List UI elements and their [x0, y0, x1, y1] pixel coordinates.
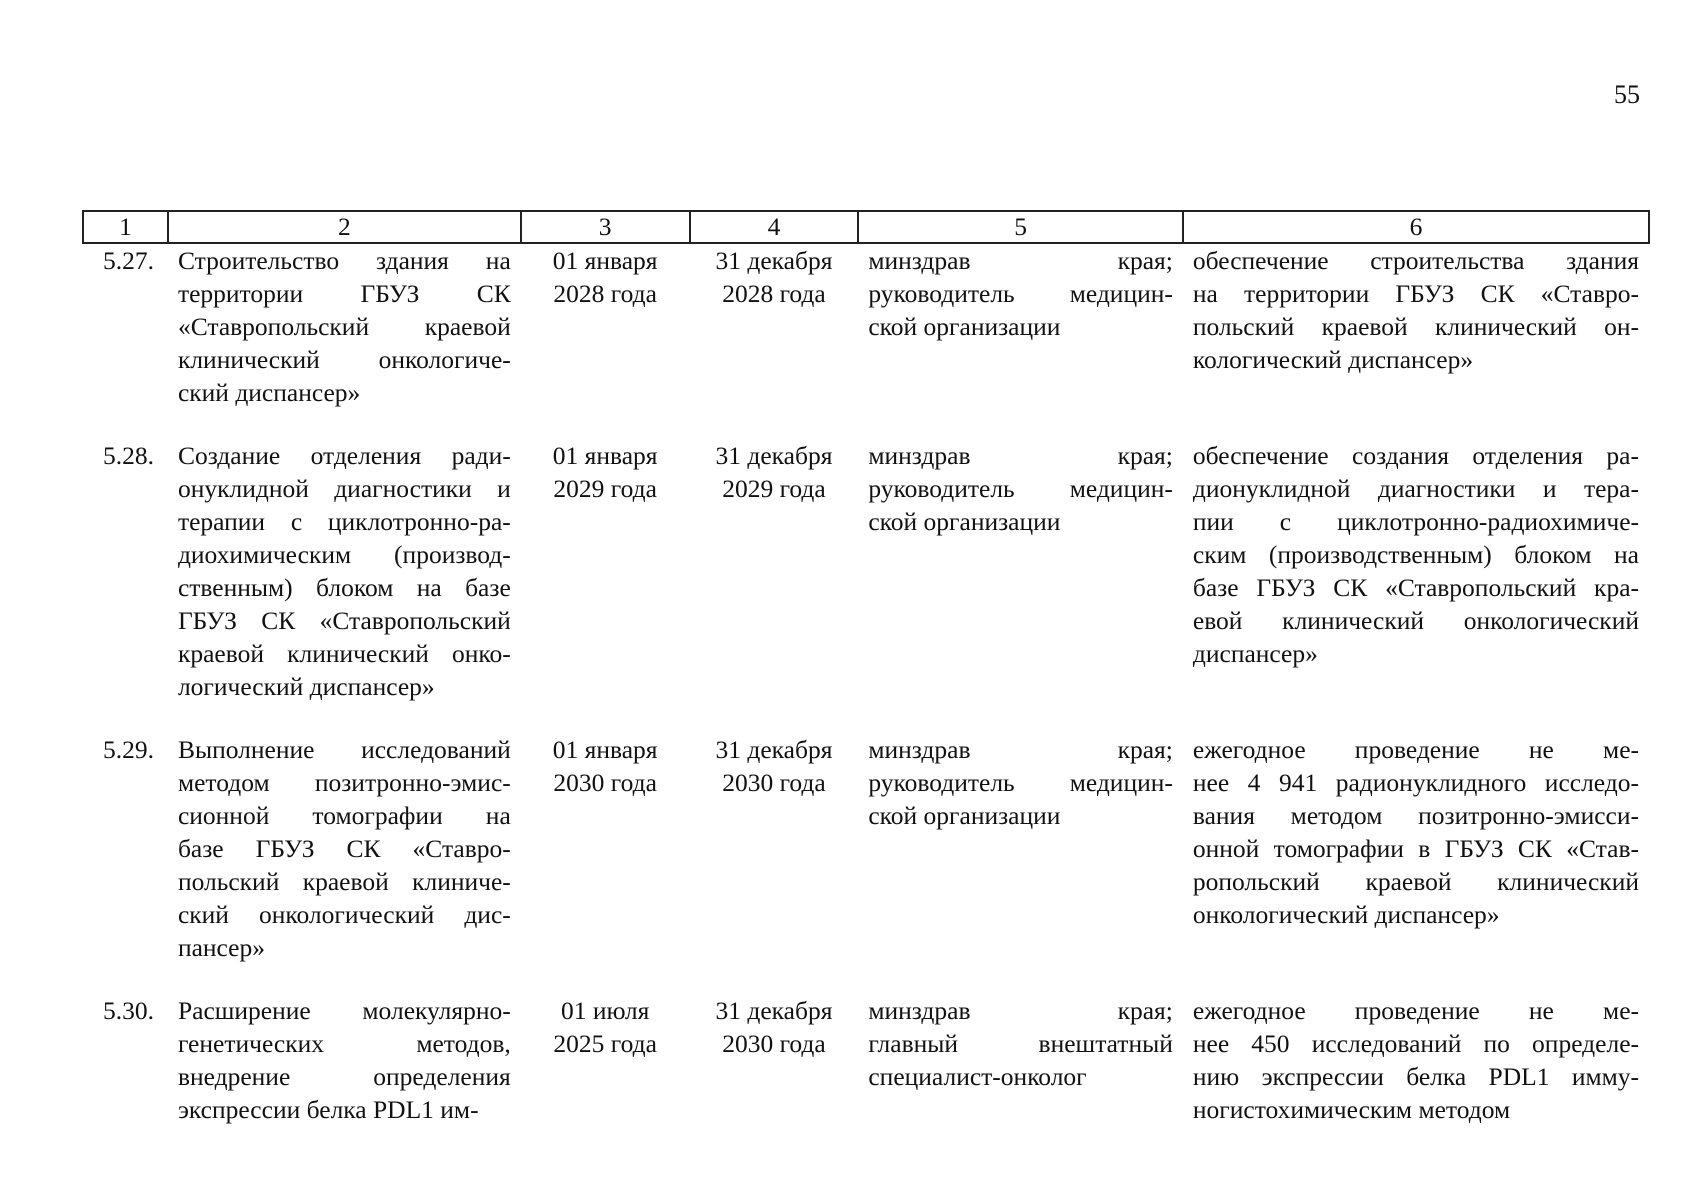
end-date-cell: [690, 243, 859, 409]
start-date-line: 01 января: [552, 441, 658, 470]
column-header: 1: [83, 211, 168, 243]
item-number-cell: [83, 243, 168, 409]
measure-title-line: ский диспансер»: [177, 378, 361, 407]
table-row: [83, 409, 1649, 703]
measure-title-cell: [168, 409, 521, 703]
start-date-cell: [521, 964, 690, 1126]
end-date-cell: [690, 703, 859, 964]
start-date-line: 2025 года: [553, 1029, 657, 1058]
measure-title-line: сионной томографии на: [177, 801, 511, 830]
start-date-cell: [521, 243, 690, 409]
end-date-line: 2029 года: [722, 474, 826, 503]
start-date-line: 01 января: [552, 246, 658, 275]
responsible-line: руководитель медицин-: [868, 279, 1173, 308]
expected-result-line: пии с циклотронно-радиохимиче-: [1192, 507, 1639, 536]
measure-title-line: Создание отделения ради-: [177, 441, 511, 470]
responsible-line: минздрав края;: [868, 996, 1173, 1025]
expected-result-cell: [1183, 703, 1649, 964]
start-date-cell: [521, 703, 690, 964]
expected-result-line: нее 4 941 радионуклидного исследо-: [1192, 768, 1639, 797]
expected-result-line: ским (производственным) блоком на: [1192, 540, 1639, 569]
item-number: 5.30.: [102, 996, 154, 1025]
responsible-cell: [858, 243, 1183, 409]
expected-result-line: дионуклидной диагностики и тера-: [1192, 474, 1639, 503]
responsible-line: специалист-онколог: [868, 1062, 1087, 1091]
expected-result-cell: [1183, 243, 1649, 409]
expected-result-line: обеспечение строительства здания: [1192, 246, 1639, 275]
expected-result-line: на территории ГБУЗ СК «Ставро-: [1192, 279, 1639, 308]
column-header: 2: [168, 211, 521, 243]
column-header: 6: [1183, 211, 1649, 243]
end-date-cell: [690, 964, 859, 1126]
measure-title-line: ГБУЗ СК «Ставропольский: [177, 606, 511, 635]
expected-result-line: онной томографии в ГБУЗ СК «Став-: [1192, 834, 1639, 863]
end-date-line: 31 декабря: [715, 735, 833, 764]
column-header: 5: [858, 211, 1183, 243]
expected-result-line: нию экспрессии белка PDL1 иммy-: [1192, 1062, 1639, 1091]
end-date-line: 2028 года: [722, 279, 826, 308]
measure-title-line: экспрессии белка PDL1 им-: [177, 1095, 479, 1124]
measure-title-line: диохимическим (производ-: [177, 540, 511, 569]
measure-title-line: ский онкологический дис-: [177, 900, 511, 929]
start-date-line: 01 июля: [560, 996, 650, 1025]
measure-title-line: польский краевой клиниче-: [177, 867, 511, 896]
responsible-line: руководитель медицин-: [868, 474, 1173, 503]
item-number: 5.27.: [102, 246, 154, 275]
measure-title-cell: [168, 243, 521, 409]
measure-title-line: генетических методов,: [177, 1029, 511, 1058]
end-date-line: 31 декабря: [715, 996, 833, 1025]
measure-title-line: Строительство здания на: [177, 246, 511, 275]
column-number-row: [83, 211, 1649, 243]
expected-result-line: польский краевой клинический он-: [1192, 312, 1639, 341]
item-number-cell: [83, 964, 168, 1126]
responsible-cell: [858, 703, 1183, 964]
responsible-line: ской организации: [868, 801, 1061, 830]
end-date-line: 31 декабря: [715, 441, 833, 470]
column-header: 4: [690, 211, 859, 243]
responsible-cell: [858, 409, 1183, 703]
expected-result-line: ежегодное проведение не ме-: [1192, 735, 1639, 764]
plan-table: [82, 210, 1650, 1126]
start-date-line: 2028 года: [553, 279, 657, 308]
responsible-cell: [858, 964, 1183, 1126]
expected-result-line: онкологический диспансер»: [1192, 900, 1500, 929]
measure-title-line: логический диспансер»: [177, 672, 435, 701]
measure-title-line: терапии с циклотронно-ра-: [177, 507, 511, 536]
expected-result-line: кологический диспансер»: [1192, 345, 1474, 374]
start-date-cell: [521, 409, 690, 703]
item-number-cell: [83, 703, 168, 964]
expected-result-cell: [1183, 964, 1649, 1126]
expected-result-line: базе ГБУЗ СК «Ставропольский кра-: [1192, 573, 1639, 602]
expected-result-line: ропольский краевой клинический: [1192, 867, 1639, 896]
responsible-line: руководитель медицин-: [868, 768, 1173, 797]
table-row: [83, 703, 1649, 964]
item-number-cell: [83, 409, 168, 703]
measure-title-line: онуклидной диагностики и: [177, 474, 511, 503]
end-date-cell: [690, 409, 859, 703]
expected-result-line: ногистохимическим методом: [1192, 1095, 1511, 1124]
expected-result-line: вания методом позитронно-эмисси-: [1192, 801, 1639, 830]
measure-title-cell: [168, 703, 521, 964]
measure-title-line: методом позитронно-эмис-: [177, 768, 511, 797]
item-number: 5.29.: [102, 735, 154, 764]
expected-result-line: ежегодное проведение не ме-: [1192, 996, 1639, 1025]
measure-title-line: краевой клинический онко-: [177, 639, 511, 668]
measure-title-line: территории ГБУЗ СК: [177, 279, 511, 308]
end-date-line: 2030 года: [722, 1029, 826, 1058]
end-date-line: 31 декабря: [715, 246, 833, 275]
expected-result-cell: [1183, 409, 1649, 703]
measure-title-line: внедрение определения: [177, 1062, 511, 1091]
item-number: 5.28.: [102, 441, 154, 470]
end-date-line: 2030 года: [722, 768, 826, 797]
expected-result-line: диспансер»: [1192, 639, 1318, 668]
start-date-line: 2029 года: [553, 474, 657, 503]
measure-title-line: «Ставропольский краевой: [177, 312, 511, 341]
start-date-line: 01 января: [552, 735, 658, 764]
expected-result-line: нее 450 исследований по определе-: [1192, 1029, 1639, 1058]
table-row: [83, 964, 1649, 1126]
responsible-line: ской организации: [868, 507, 1061, 536]
expected-result-line: обеспечение создания отделения ра-: [1192, 441, 1639, 470]
table-row: [83, 243, 1649, 409]
responsible-line: ской организации: [868, 312, 1061, 341]
start-date-line: 2030 года: [553, 768, 657, 797]
expected-result-line: евой клинический онкологический: [1192, 606, 1639, 635]
table-body: [83, 243, 1649, 1126]
measure-title-line: Выполнение исследований: [177, 735, 511, 764]
measure-title-line: пансер»: [177, 933, 265, 962]
measure-title-line: ственным) блоком на базе: [177, 573, 511, 602]
responsible-line: минздрав края;: [868, 246, 1173, 275]
responsible-line: главный внештатный: [868, 1029, 1173, 1058]
measure-title-cell: [168, 964, 521, 1126]
measure-title-line: клинический онкологиче-: [177, 345, 511, 374]
column-header: 3: [521, 211, 690, 243]
responsible-line: минздрав края;: [868, 735, 1173, 764]
measure-title-line: Расширение молекулярно-: [177, 996, 511, 1025]
measure-title-line: базе ГБУЗ СК «Ставро-: [177, 834, 511, 863]
responsible-line: минздрав края;: [868, 441, 1173, 470]
page-number: 55: [1614, 80, 1640, 109]
